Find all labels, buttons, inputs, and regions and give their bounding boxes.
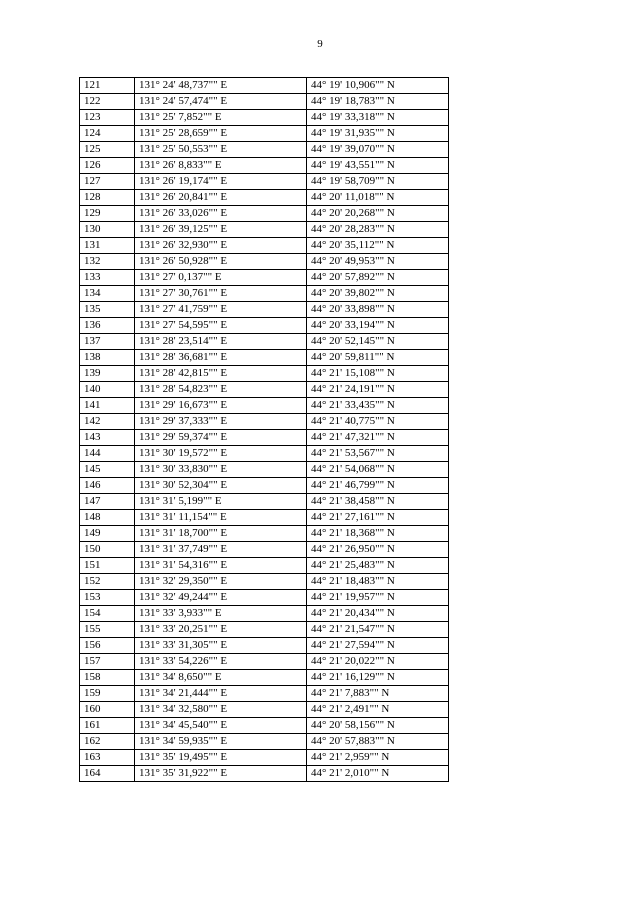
- table-row: [80, 110, 449, 126]
- latitude-cell: 44° 21' 2,010"" N: [307, 766, 449, 782]
- latitude-cell: 44° 20' 35,112"" N: [307, 238, 449, 254]
- longitude-cell: 131° 24' 48,737"" E: [135, 78, 307, 94]
- point-number-cell: 150: [80, 542, 135, 558]
- table-row: [80, 574, 449, 590]
- latitude-cell: 44° 21' 25,483"" N: [307, 558, 449, 574]
- table-row: [80, 254, 449, 270]
- table-row: [80, 766, 449, 782]
- longitude-cell: 131° 25' 28,659"" E: [135, 126, 307, 142]
- point-number-cell: 147: [80, 494, 135, 510]
- point-number-cell: 130: [80, 222, 135, 238]
- table-row: [80, 366, 449, 382]
- point-number-cell: 156: [80, 638, 135, 654]
- longitude-cell: 131° 30' 19,572"" E: [135, 446, 307, 462]
- longitude-cell: 131° 27' 54,595"" E: [135, 318, 307, 334]
- latitude-cell: 44° 21' 20,022"" N: [307, 654, 449, 670]
- point-number-cell: 138: [80, 350, 135, 366]
- latitude-cell: 44° 19' 31,935"" N: [307, 126, 449, 142]
- latitude-cell: 44° 21' 15,108"" N: [307, 366, 449, 382]
- longitude-cell: 131° 31' 11,154"" E: [135, 510, 307, 526]
- point-number-cell: 146: [80, 478, 135, 494]
- point-number-cell: 152: [80, 574, 135, 590]
- longitude-cell: 131° 26' 20,841"" E: [135, 190, 307, 206]
- longitude-cell: 131° 29' 59,374"" E: [135, 430, 307, 446]
- longitude-cell: 131° 27' 30,761"" E: [135, 286, 307, 302]
- longitude-cell: 131° 27' 0,137"" E: [135, 270, 307, 286]
- latitude-cell: 44° 21' 18,483"" N: [307, 574, 449, 590]
- table-row: [80, 206, 449, 222]
- longitude-cell: 131° 34' 32,580"" E: [135, 702, 307, 718]
- latitude-cell: 44° 19' 33,318"" N: [307, 110, 449, 126]
- latitude-cell: 44° 19' 18,783"" N: [307, 94, 449, 110]
- point-number-cell: 131: [80, 238, 135, 254]
- point-number-cell: 159: [80, 686, 135, 702]
- table-row: [80, 190, 449, 206]
- latitude-cell: 44° 20' 57,883"" N: [307, 734, 449, 750]
- longitude-cell: 131° 31' 18,700"" E: [135, 526, 307, 542]
- point-number-cell: 149: [80, 526, 135, 542]
- longitude-cell: 131° 26' 8,833"" E: [135, 158, 307, 174]
- coordinates-table-body: [80, 78, 449, 782]
- point-number-cell: 129: [80, 206, 135, 222]
- longitude-cell: 131° 31' 37,749"" E: [135, 542, 307, 558]
- point-number-cell: 161: [80, 718, 135, 734]
- longitude-cell: 131° 34' 59,935"" E: [135, 734, 307, 750]
- table-row: [80, 318, 449, 334]
- table-row: [80, 222, 449, 238]
- latitude-cell: 44° 21' 19,957"" N: [307, 590, 449, 606]
- point-number-cell: 154: [80, 606, 135, 622]
- point-number-cell: 139: [80, 366, 135, 382]
- latitude-cell: 44° 21' 2,959"" N: [307, 750, 449, 766]
- longitude-cell: 131° 28' 42,815"" E: [135, 366, 307, 382]
- table-row: [80, 446, 449, 462]
- point-number-cell: 136: [80, 318, 135, 334]
- table-row: [80, 430, 449, 446]
- point-number-cell: 125: [80, 142, 135, 158]
- longitude-cell: 131° 33' 20,251"" E: [135, 622, 307, 638]
- latitude-cell: 44° 21' 26,950"" N: [307, 542, 449, 558]
- latitude-cell: 44° 20' 11,018"" N: [307, 190, 449, 206]
- latitude-cell: 44° 21' 46,799"" N: [307, 478, 449, 494]
- point-number-cell: 133: [80, 270, 135, 286]
- latitude-cell: 44° 20' 58,156"" N: [307, 718, 449, 734]
- latitude-cell: 44° 21' 33,435"" N: [307, 398, 449, 414]
- longitude-cell: 131° 31' 54,316"" E: [135, 558, 307, 574]
- latitude-cell: 44° 19' 43,551"" N: [307, 158, 449, 174]
- longitude-cell: 131° 35' 31,922"" E: [135, 766, 307, 782]
- latitude-cell: 44° 19' 10,906"" N: [307, 78, 449, 94]
- latitude-cell: 44° 21' 18,368"" N: [307, 526, 449, 542]
- latitude-cell: 44° 21' 16,129"" N: [307, 670, 449, 686]
- table-row: [80, 510, 449, 526]
- point-number-cell: 160: [80, 702, 135, 718]
- point-number-cell: 123: [80, 110, 135, 126]
- table-row: [80, 718, 449, 734]
- point-number-cell: 158: [80, 670, 135, 686]
- longitude-cell: 131° 34' 21,444"" E: [135, 686, 307, 702]
- longitude-cell: 131° 32' 29,350"" E: [135, 574, 307, 590]
- latitude-cell: 44° 21' 47,321"" N: [307, 430, 449, 446]
- point-number-cell: 141: [80, 398, 135, 414]
- longitude-cell: 131° 35' 19,495"" E: [135, 750, 307, 766]
- table-row: [80, 286, 449, 302]
- longitude-cell: 131° 25' 50,553"" E: [135, 142, 307, 158]
- latitude-cell: 44° 21' 2,491"" N: [307, 702, 449, 718]
- point-number-cell: 143: [80, 430, 135, 446]
- longitude-cell: 131° 26' 33,026"" E: [135, 206, 307, 222]
- table-row: [80, 270, 449, 286]
- longitude-cell: 131° 24' 57,474"" E: [135, 94, 307, 110]
- table-row: [80, 126, 449, 142]
- table-row: [80, 654, 449, 670]
- table-row: [80, 78, 449, 94]
- latitude-cell: 44° 21' 27,161"" N: [307, 510, 449, 526]
- longitude-cell: 131° 34' 8,650"" E: [135, 670, 307, 686]
- latitude-cell: 44° 20' 59,811"" N: [307, 350, 449, 366]
- table-row: [80, 174, 449, 190]
- latitude-cell: 44° 21' 20,434"" N: [307, 606, 449, 622]
- longitude-cell: 131° 29' 16,673"" E: [135, 398, 307, 414]
- point-number-cell: 151: [80, 558, 135, 574]
- longitude-cell: 131° 26' 39,125"" E: [135, 222, 307, 238]
- latitude-cell: 44° 20' 49,953"" N: [307, 254, 449, 270]
- table-row: [80, 526, 449, 542]
- longitude-cell: 131° 28' 54,823"" E: [135, 382, 307, 398]
- point-number-cell: 142: [80, 414, 135, 430]
- table-row: [80, 542, 449, 558]
- page-number: 9: [317, 38, 323, 50]
- longitude-cell: 131° 25' 7,852"" E: [135, 110, 307, 126]
- table-row: [80, 398, 449, 414]
- table-row: [80, 350, 449, 366]
- point-number-cell: 164: [80, 766, 135, 782]
- longitude-cell: 131° 33' 31,305"" E: [135, 638, 307, 654]
- table-row: [80, 302, 449, 318]
- coordinates-table: [79, 77, 449, 782]
- table-row: [80, 478, 449, 494]
- point-number-cell: 157: [80, 654, 135, 670]
- latitude-cell: 44° 21' 21,547"" N: [307, 622, 449, 638]
- latitude-cell: 44° 20' 33,898"" N: [307, 302, 449, 318]
- latitude-cell: 44° 21' 40,775"" N: [307, 414, 449, 430]
- latitude-cell: 44° 19' 58,709"" N: [307, 174, 449, 190]
- latitude-cell: 44° 20' 39,802"" N: [307, 286, 449, 302]
- longitude-cell: 131° 28' 36,681"" E: [135, 350, 307, 366]
- table-row: [80, 734, 449, 750]
- point-number-cell: 140: [80, 382, 135, 398]
- latitude-cell: 44° 20' 20,268"" N: [307, 206, 449, 222]
- point-number-cell: 126: [80, 158, 135, 174]
- longitude-cell: 131° 33' 54,226"" E: [135, 654, 307, 670]
- latitude-cell: 44° 20' 52,145"" N: [307, 334, 449, 350]
- latitude-cell: 44° 21' 27,594"" N: [307, 638, 449, 654]
- table-row: [80, 462, 449, 478]
- longitude-cell: 131° 34' 45,540"" E: [135, 718, 307, 734]
- table-row: [80, 494, 449, 510]
- longitude-cell: 131° 26' 32,930"" E: [135, 238, 307, 254]
- point-number-cell: 132: [80, 254, 135, 270]
- longitude-cell: 131° 32' 49,244"" E: [135, 590, 307, 606]
- latitude-cell: 44° 20' 28,283"" N: [307, 222, 449, 238]
- point-number-cell: 153: [80, 590, 135, 606]
- table-row: [80, 334, 449, 350]
- table-row: [80, 670, 449, 686]
- table-row: [80, 686, 449, 702]
- longitude-cell: 131° 26' 50,928"" E: [135, 254, 307, 270]
- table-row: [80, 382, 449, 398]
- latitude-cell: 44° 19' 39,070"" N: [307, 142, 449, 158]
- point-number-cell: 137: [80, 334, 135, 350]
- table-row: [80, 158, 449, 174]
- point-number-cell: 124: [80, 126, 135, 142]
- longitude-cell: 131° 33' 3,933"" E: [135, 606, 307, 622]
- table-row: [80, 558, 449, 574]
- point-number-cell: 145: [80, 462, 135, 478]
- latitude-cell: 44° 21' 24,191"" N: [307, 382, 449, 398]
- latitude-cell: 44° 21' 54,068"" N: [307, 462, 449, 478]
- point-number-cell: 155: [80, 622, 135, 638]
- table-row: [80, 142, 449, 158]
- latitude-cell: 44° 21' 7,883"" N: [307, 686, 449, 702]
- table-row: [80, 702, 449, 718]
- point-number-cell: 135: [80, 302, 135, 318]
- point-number-cell: 148: [80, 510, 135, 526]
- longitude-cell: 131° 30' 33,830"" E: [135, 462, 307, 478]
- table-row: [80, 238, 449, 254]
- table-row: [80, 414, 449, 430]
- longitude-cell: 131° 26' 19,174"" E: [135, 174, 307, 190]
- table-row: [80, 590, 449, 606]
- point-number-cell: 134: [80, 286, 135, 302]
- longitude-cell: 131° 30' 52,304"" E: [135, 478, 307, 494]
- point-number-cell: 128: [80, 190, 135, 206]
- latitude-cell: 44° 20' 33,194"" N: [307, 318, 449, 334]
- point-number-cell: 127: [80, 174, 135, 190]
- point-number-cell: 163: [80, 750, 135, 766]
- point-number-cell: 162: [80, 734, 135, 750]
- table-row: [80, 750, 449, 766]
- table-row: [80, 638, 449, 654]
- table-row: [80, 622, 449, 638]
- point-number-cell: 121: [80, 78, 135, 94]
- longitude-cell: 131° 27' 41,759"" E: [135, 302, 307, 318]
- table-row: [80, 606, 449, 622]
- point-number-cell: 144: [80, 446, 135, 462]
- longitude-cell: 131° 28' 23,514"" E: [135, 334, 307, 350]
- point-number-cell: 122: [80, 94, 135, 110]
- longitude-cell: 131° 29' 37,333"" E: [135, 414, 307, 430]
- latitude-cell: 44° 21' 38,458"" N: [307, 494, 449, 510]
- latitude-cell: 44° 20' 57,892"" N: [307, 270, 449, 286]
- latitude-cell: 44° 21' 53,567"" N: [307, 446, 449, 462]
- table-row: [80, 94, 449, 110]
- longitude-cell: 131° 31' 5,199"" E: [135, 494, 307, 510]
